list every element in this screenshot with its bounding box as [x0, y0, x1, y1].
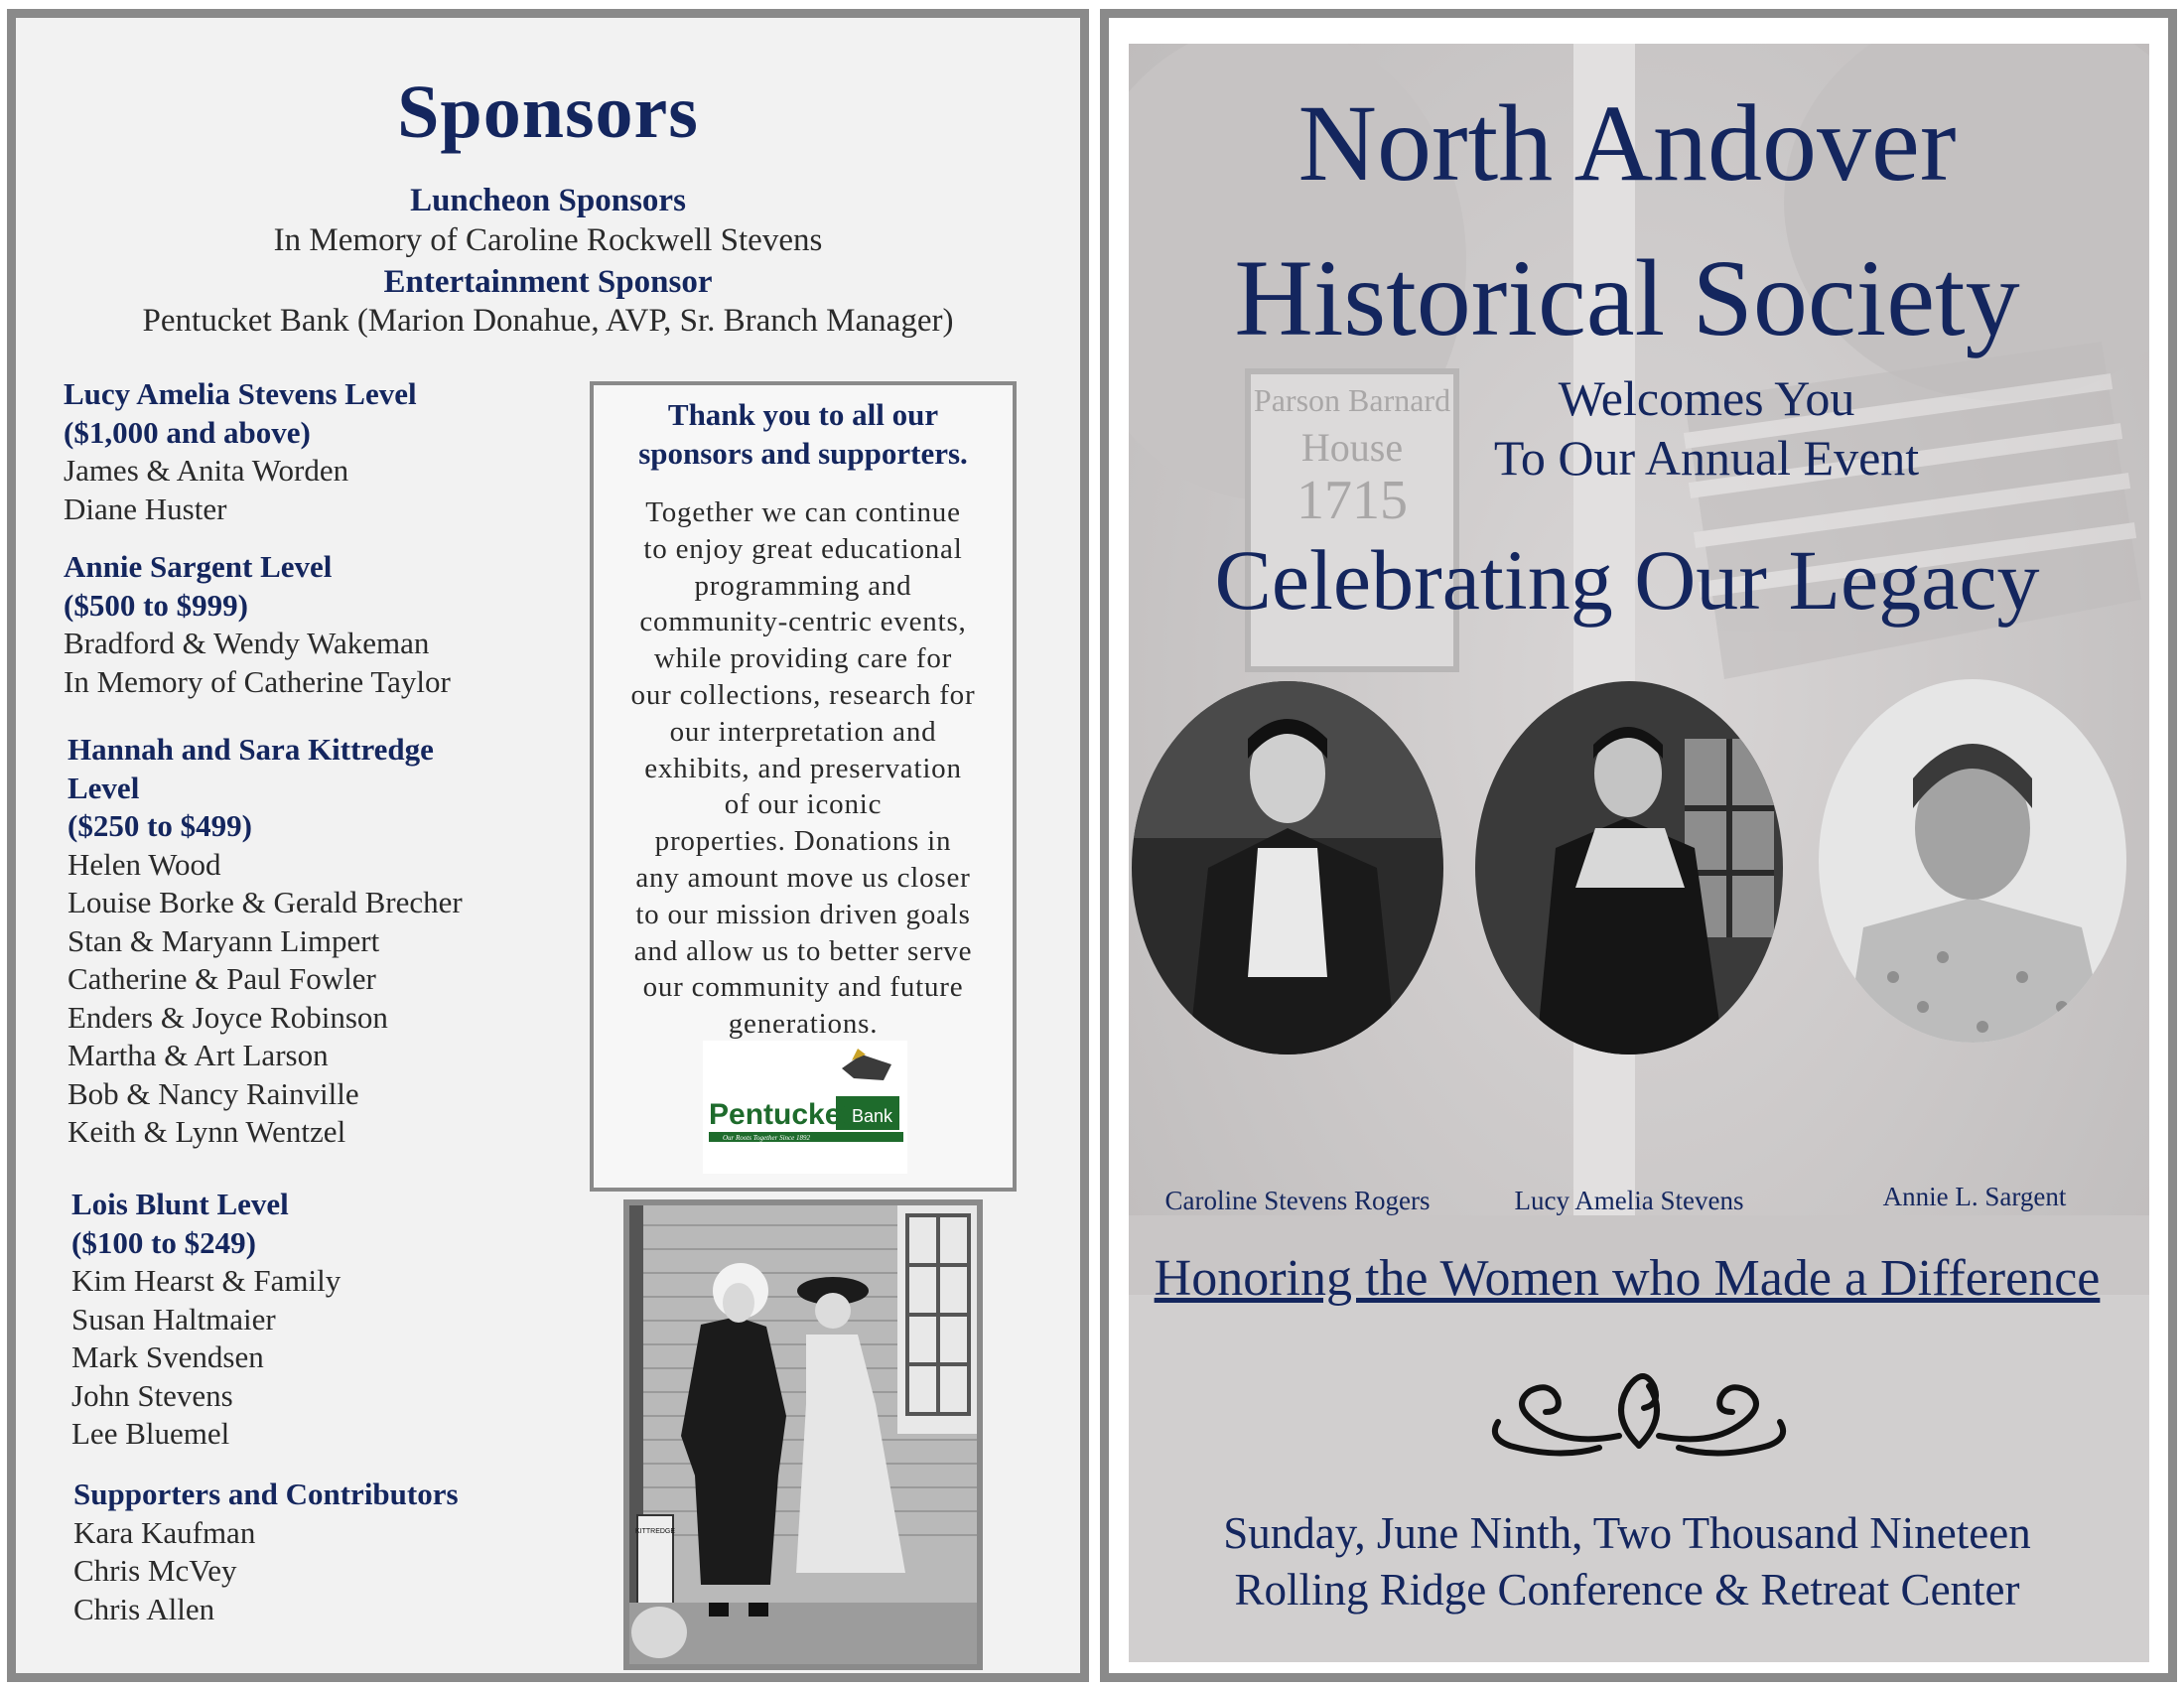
photo-sign-text: KITTREDGE: [634, 1528, 676, 1535]
event-date: Sunday, June Ninth, Two Thousand Nineteen: [1223, 1508, 2031, 1558]
level-name: Lois Blunt Level: [71, 1187, 289, 1221]
level-kittredge: [68, 731, 463, 1152]
thanks-line: our interpretation and: [669, 715, 937, 748]
list-item: In Memory of Catherine Taylor: [64, 663, 451, 699]
portrait-annie-l-sargent: [1814, 679, 2141, 1056]
scroll-ornament-icon: [1480, 1356, 1798, 1466]
entertainment-text: Pentucket Bank (Marion Donahue, AVP, Sr. Branch Manager): [142, 303, 954, 339]
list-item: Keith & Lynn Wentzel: [68, 1114, 346, 1149]
welcome-line2: To Our Annual Event: [1493, 430, 1920, 486]
list-item: Bob & Nancy Rainville: [68, 1075, 359, 1111]
level-name: Hannah and Sara Kittredge: [68, 732, 434, 767]
level-range: ($250 to $499): [68, 808, 252, 843]
list-item: Catherine & Paul Fowler: [68, 961, 376, 996]
thanks-title-line: Thank you to all our: [667, 397, 939, 432]
costume-photo: [623, 1199, 983, 1670]
list-item: Louise Borke & Gerald Brecher: [68, 885, 463, 919]
level-name: Annie Sargent Level: [64, 549, 333, 584]
level-lucy-stevens: [64, 375, 417, 528]
supporters-list: [73, 1476, 459, 1628]
thanks-body: [606, 494, 1001, 1043]
list-item: Kim Hearst & Family: [71, 1263, 341, 1298]
level-range: ($1,000 and above): [64, 414, 311, 450]
thanks-line: community-centric events,: [639, 606, 967, 638]
thanks-line: to enjoy great educational: [643, 532, 963, 565]
list-item: James & Anita Worden: [64, 453, 349, 488]
thanks-title-line: sponsors and supporters.: [638, 436, 968, 471]
luncheon-text: In Memory of Caroline Rockwell Stevens: [273, 222, 823, 258]
thanks-line: our community and future: [642, 971, 964, 1004]
sponsors-panel: [7, 9, 1089, 1682]
thanks-line: any amount move us closer: [635, 861, 971, 894]
thank-you-box: [590, 381, 1017, 1192]
cover-panel: [1100, 9, 2177, 1682]
luncheon-heading: Luncheon Sponsors: [410, 183, 686, 218]
list-item: Enders & Joyce Robinson: [68, 999, 388, 1035]
list-item: Bradford & Wendy Wakeman: [64, 626, 430, 660]
level-lois-blunt: [71, 1186, 341, 1454]
level-annie-sargent: [64, 548, 451, 701]
welcome-line1: Welcomes You: [1558, 370, 1855, 426]
background-sign-line1: Parson Barnard: [1253, 382, 1451, 418]
sponsors-title: Sponsors: [397, 70, 699, 154]
thanks-line: our collections, research for: [630, 678, 976, 711]
thanks-line: generations.: [728, 1008, 879, 1041]
entertainment-heading: Entertainment Sponsor: [383, 264, 713, 300]
list-item: Susan Haltmaier: [71, 1301, 276, 1336]
costume-photo-graphic: [629, 1205, 977, 1664]
portraits: [1129, 679, 2149, 1176]
bank-logo-graphic: [703, 1041, 907, 1174]
event-venue: Rolling Ridge Conference & Retreat Center: [1234, 1565, 2020, 1615]
list-item: Diane Huster: [64, 491, 227, 526]
list-item: Stan & Maryann Limpert: [68, 922, 380, 958]
list-item: Mark Svendsen: [71, 1339, 264, 1374]
list-item: John Stevens: [71, 1377, 233, 1413]
list-item: Chris Allen: [73, 1591, 215, 1626]
thanks-line: properties. Donations in: [654, 825, 952, 858]
bank-logo-sub: Bank: [852, 1106, 893, 1126]
thanks-line: Together we can continue: [645, 496, 961, 528]
thanks-line: while providing care for: [653, 642, 953, 675]
headline: Celebrating Our Legacy: [1214, 532, 2040, 628]
thanks-line: programming and: [694, 569, 912, 602]
honoring-heading: Honoring the Women who Made a Difference: [1154, 1250, 2101, 1307]
list-item: Helen Wood: [68, 846, 221, 882]
bank-logo-word: Pentucket: [709, 1098, 852, 1131]
list-item: Lee Bluemel: [71, 1416, 230, 1451]
pentucket-bank-logo: [703, 1041, 907, 1174]
society-title-line1: North Andover: [1297, 82, 1957, 204]
society-title-line2: Historical Society: [1234, 237, 2020, 358]
thanks-line: of our iconic: [724, 788, 883, 821]
portrait-caption: Caroline Stevens Rogers: [1164, 1186, 1431, 1215]
thanks-title: [594, 395, 1013, 473]
level-name: Lucy Amelia Stevens Level: [64, 376, 417, 411]
list-item: Martha & Art Larson: [68, 1038, 329, 1072]
level-range: ($500 to $999): [64, 587, 248, 623]
portrait-lucy-amelia-stevens: [1466, 679, 1794, 1056]
level-range: ($100 to $249): [71, 1224, 256, 1260]
bank-logo-tagline: Our Roots Together Since 1892: [723, 1134, 811, 1142]
thanks-line: exhibits, and preservation: [644, 752, 962, 784]
level-name-cont: Level: [68, 770, 140, 805]
level-name: Supporters and Contributors: [73, 1477, 459, 1511]
portrait-caroline-stevens-rogers: [1129, 679, 1456, 1056]
list-item: Kara Kaufman: [73, 1514, 256, 1550]
portrait-caption: Lucy Amelia Stevens: [1514, 1186, 1744, 1215]
thanks-line: to our mission driven goals: [635, 898, 971, 930]
thanks-line: and allow us to better serve: [633, 934, 973, 967]
background-sign-line2: House: [1300, 425, 1404, 470]
portrait-caption: Annie L. Sargent: [1882, 1182, 2067, 1211]
list-item: Chris McVey: [73, 1553, 237, 1588]
background-sign-line3: 1715: [1297, 470, 1408, 531]
